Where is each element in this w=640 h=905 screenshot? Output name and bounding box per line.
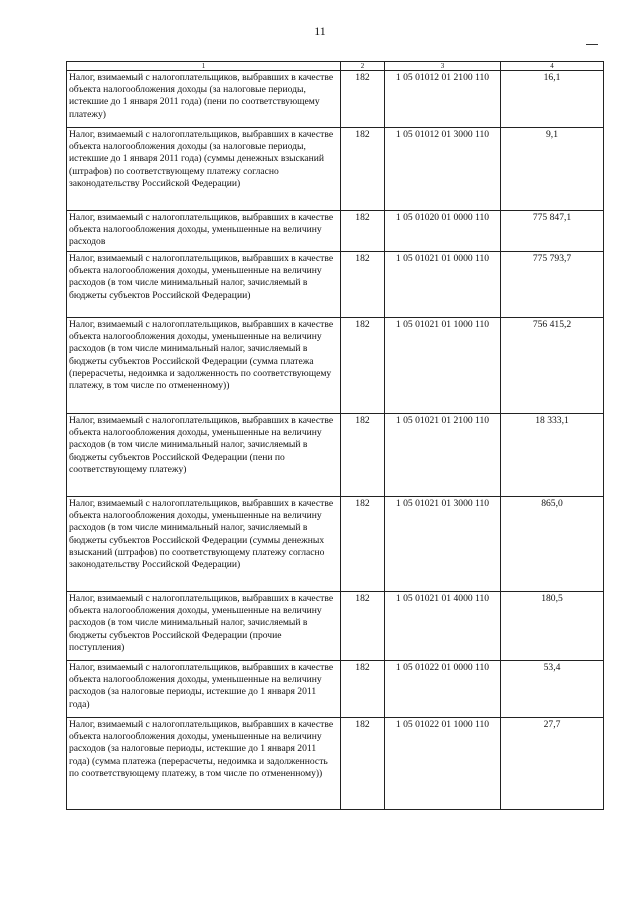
column-header: 4 [501, 62, 604, 71]
table-header-row [67, 62, 604, 71]
tax-name-cell: Налог, взимаемый с налогоплательщиков, выбравших в качестве объекта налогообложения доходы, уменьшенные на величину расходов (за налоговые периоды, истекшие до 1 января 2011 года) [67, 661, 341, 718]
table-row [67, 497, 604, 592]
tax-name-cell: Налог, взимаемый с налогоплательщиков, выбравших в качестве объекта налогообложения доходы (за налоговые периоды, истекшие до 1 января 2011 года) (пени по соответствующему платежу) [67, 71, 341, 128]
admin-code-cell: 182 [341, 414, 385, 497]
table-row [67, 661, 604, 718]
table-row [67, 718, 604, 810]
tax-name-cell: Налог, взимаемый с налогоплательщиков, выбравших в качестве объекта налогообложения доходы (за налоговые периоды, истекшие до 1 января 2011 года) (суммы денежных взысканий (штрафов) по соответствующему платежу согласно законодательству Российской Федерации) [67, 128, 341, 211]
admin-code-cell: 182 [341, 211, 385, 252]
amount-cell: 16,1 [501, 71, 604, 128]
amount-cell: 18 333,1 [501, 414, 604, 497]
kbk-code-cell: 1 05 01021 01 0000 110 [385, 252, 501, 318]
revenue-table [66, 61, 604, 810]
table-row [67, 71, 604, 128]
table-row [67, 252, 604, 318]
kbk-code-cell: 1 05 01022 01 1000 110 [385, 718, 501, 810]
admin-code-cell: 182 [341, 661, 385, 718]
admin-code-cell: 182 [341, 318, 385, 414]
admin-code-cell: 182 [341, 71, 385, 128]
table-row [67, 592, 604, 661]
page-number: 11 [314, 24, 326, 38]
amount-cell: 53,4 [501, 661, 604, 718]
amount-cell: 865,0 [501, 497, 604, 592]
kbk-code-cell: 1 05 01022 01 0000 110 [385, 661, 501, 718]
column-header: 1 [67, 62, 341, 71]
tax-name-cell: Налог, взимаемый с налогоплательщиков, выбравших в качестве объекта налогообложения доходы, уменьшенные на величину расходов [67, 211, 341, 252]
tax-name-cell: Налог, взимаемый с налогоплательщиков, выбравших в качестве объекта налогообложения доходы, уменьшенные на величину расходов (в том числе минимальный налог, зачисляемый в бюджеты субъектов Российской Федерации) [67, 252, 341, 318]
kbk-code-cell: 1 05 01020 01 0000 110 [385, 211, 501, 252]
column-header: 2 [341, 62, 385, 71]
tax-name-cell: Налог, взимаемый с налогоплательщиков, выбравших в качестве объекта налогообложения доходы, уменьшенные на величину расходов (в том числе минимальный налог, зачисляемый в бюджеты субъектов Российской Федерации (прочие поступления) [67, 592, 341, 661]
amount-cell: 180,5 [501, 592, 604, 661]
kbk-code-cell: 1 05 01021 01 4000 110 [385, 592, 501, 661]
column-header: 3 [385, 62, 501, 71]
kbk-code-cell: 1 05 01021 01 3000 110 [385, 497, 501, 592]
admin-code-cell: 182 [341, 718, 385, 810]
amount-cell: 775 793,7 [501, 252, 604, 318]
amount-cell: 756 415,2 [501, 318, 604, 414]
tax-name-cell: Налог, взимаемый с налогоплательщиков, выбравших в качестве объекта налогообложения доходы, уменьшенные на величину расходов (в том числе минимальный налог, зачисляемый в бюджеты субъектов Российской Федерации (пени по соответствующему платежу) [67, 414, 341, 497]
tax-name-cell: Налог, взимаемый с налогоплательщиков, выбравших в качестве объекта налогообложения доходы, уменьшенные на величину расходов (в том числе минимальный налог, зачисляемый в бюджеты субъектов Российской Федерации (сумма платежа (перерасчеты, недоимка и задолженность по соответствующему платежу, в том числе по отмененному)) [67, 318, 341, 414]
kbk-code-cell: 1 05 01021 01 1000 110 [385, 318, 501, 414]
amount-cell: 27,7 [501, 718, 604, 810]
amount-cell: 9,1 [501, 128, 604, 211]
scan-mark [586, 44, 598, 45]
tax-name-cell: Налог, взимаемый с налогоплательщиков, выбравших в качестве объекта налогообложения доходы, уменьшенные на величину расходов (за налоговые периоды, истекшие до 1 января 2011 года) (сумма платежа (перерасчеты, недоимка и задолженность по соответствующему платежу, в том числе по отмененному)) [67, 718, 341, 810]
admin-code-cell: 182 [341, 252, 385, 318]
kbk-code-cell: 1 05 01012 01 2100 110 [385, 71, 501, 128]
admin-code-cell: 182 [341, 497, 385, 592]
admin-code-cell: 182 [341, 592, 385, 661]
table-row [67, 414, 604, 497]
kbk-code-cell: 1 05 01021 01 2100 110 [385, 414, 501, 497]
table-row [67, 211, 604, 252]
table-row [67, 318, 604, 414]
tax-name-cell: Налог, взимаемый с налогоплательщиков, выбравших в качестве объекта налогообложения доходы, уменьшенные на величину расходов (в том числе минимальный налог, зачисляемый в бюджеты субъектов Российской Федерации (суммы денежных взысканий (штрафов) по соответствующему платежу согласно законодательству Российской Федерации) [67, 497, 341, 592]
admin-code-cell: 182 [341, 128, 385, 211]
table-row [67, 128, 604, 211]
kbk-code-cell: 1 05 01012 01 3000 110 [385, 128, 501, 211]
amount-cell: 775 847,1 [501, 211, 604, 252]
